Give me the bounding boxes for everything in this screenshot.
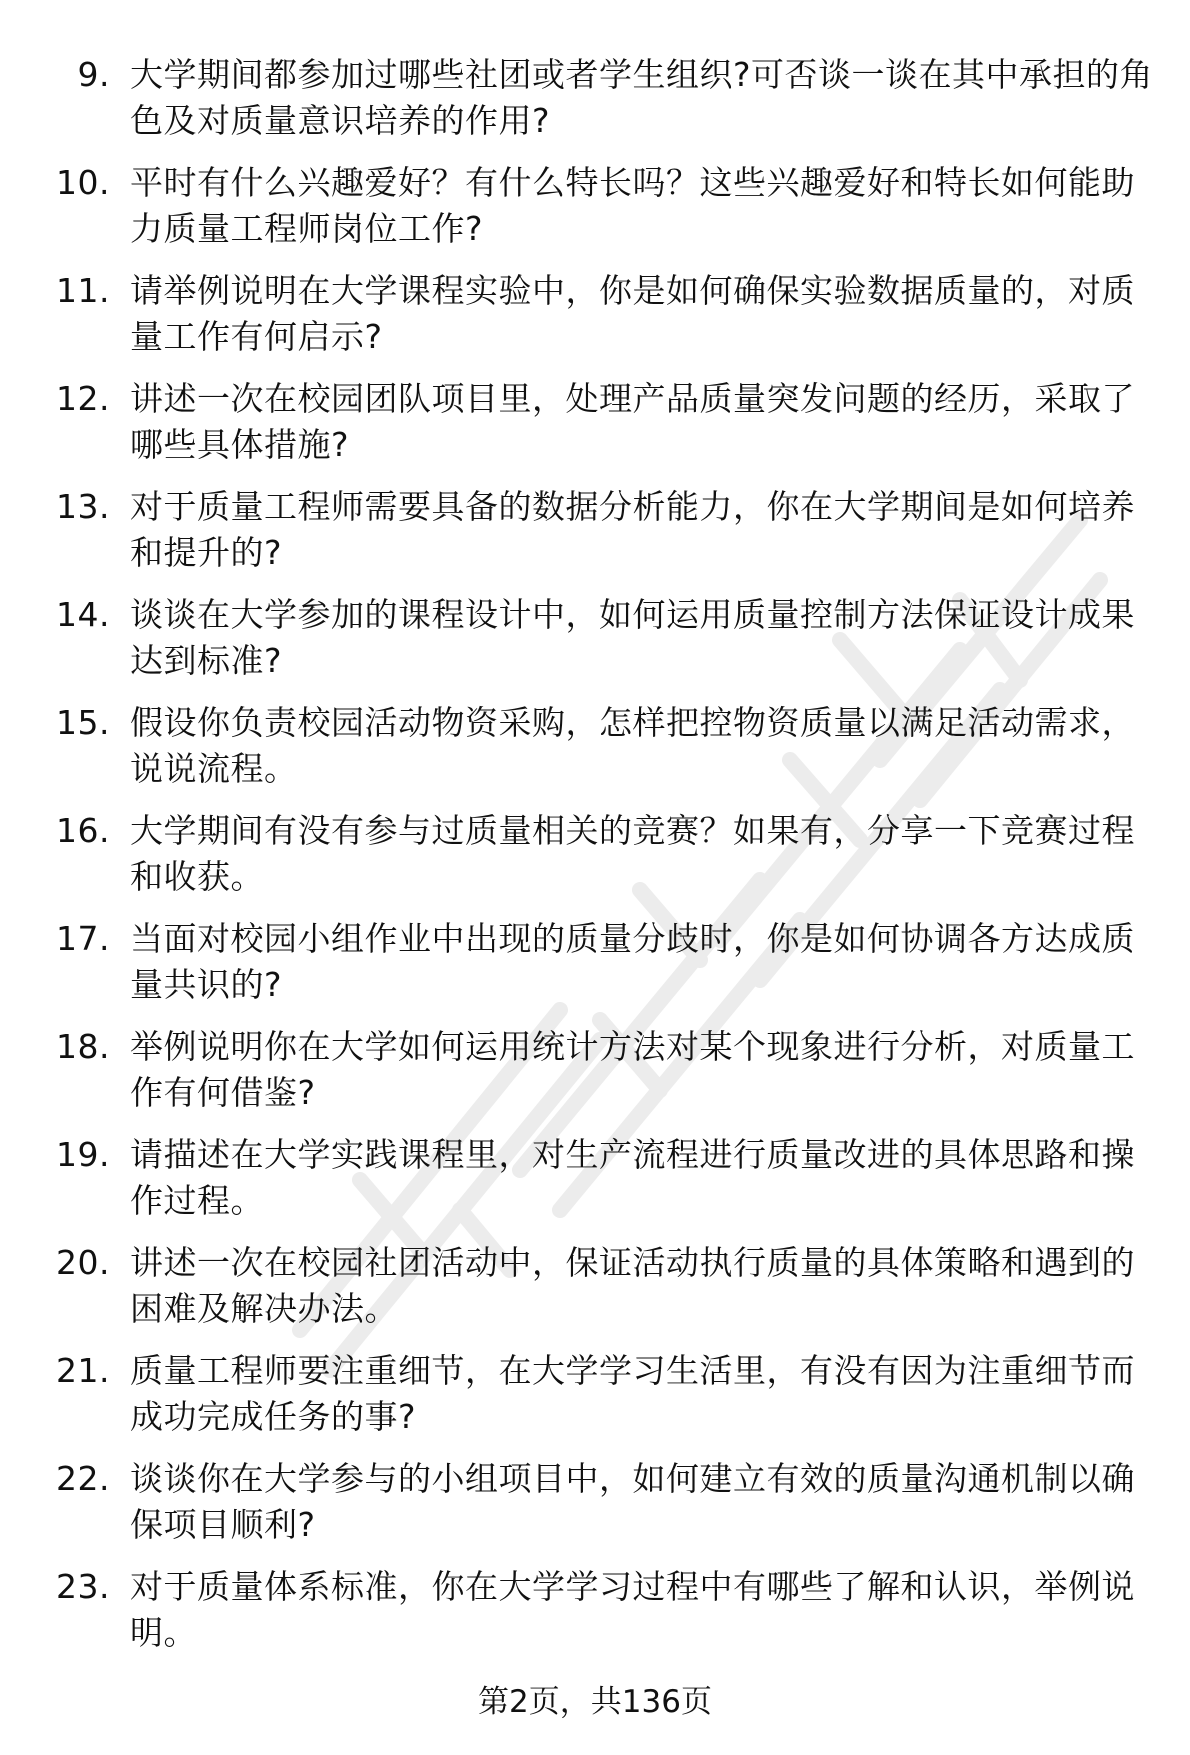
question-number: 21. [56,1351,110,1390]
question-text: 平时有什么兴趣爱好？有什么特长吗？这些兴趣爱好和特长如何能助力质量工程师岗位工作? [130,163,1135,248]
question-text: 假设你负责校园活动物资采购，怎样把控物资质量以满足活动需求，说说流程。 [130,703,1135,788]
question-item-17 [0,916,1190,1024]
question-number: 12. [56,379,110,418]
question-text: 大学期间都参加过哪些社团或者学生组织?可否谈一谈在其中承担的角色及对质量意识培养的作用? [130,55,1154,140]
question-item-18 [0,1024,1190,1132]
question-number: 13. [56,487,110,526]
question-item-10 [0,160,1190,268]
question-text: 质量工程师要注重细节，在大学学习生活里，有没有因为注重细节而成功完成任务的事? [130,1351,1135,1436]
question-number: 22. [56,1459,110,1498]
question-number: 17. [56,919,110,958]
question-text: 谈谈在大学参加的课程设计中，如何运用质量控制方法保证设计成果达到标准? [130,595,1135,680]
question-item-9 [0,52,1190,160]
question-item-20 [0,1240,1190,1348]
question-number: 16. [56,811,110,850]
question-number: 18. [56,1027,110,1066]
page-number-footer: 第2页，共136页 [478,1684,712,1720]
question-number: 9. [77,55,110,94]
question-item-16 [0,808,1190,916]
question-text: 讲述一次在校园社团活动中，保证活动执行质量的具体策略和遇到的困难及解决办法。 [130,1243,1135,1328]
question-text: 谈谈你在大学参与的小组项目中，如何建立有效的质量沟通机制以确保项目顺利? [130,1459,1135,1544]
question-item-12 [0,376,1190,484]
question-text: 请描述在大学实践课程里，对生产流程进行质量改进的具体思路和操作过程。 [130,1135,1135,1220]
question-number: 23. [56,1567,110,1606]
question-text: 大学期间有没有参与过质量相关的竞赛？如果有，分享一下竞赛过程和收获。 [130,811,1135,896]
question-number: 14. [56,595,110,634]
question-text: 当面对校园小组作业中出现的质量分歧时，你是如何协调各方达成质量共识的? [130,919,1135,1004]
question-number: 11. [56,271,110,310]
question-number: 10. [56,163,110,202]
question-item-22 [0,1456,1190,1564]
question-item-19 [0,1132,1190,1240]
question-item-23 [0,1564,1190,1672]
question-text: 对于质量工程师需要具备的数据分析能力，你在大学期间是如何培养和提升的? [130,487,1135,572]
question-item-15 [0,700,1190,808]
question-text: 请举例说明在大学课程实验中，你是如何确保实验数据质量的，对质量工作有何启示? [130,271,1135,356]
question-number: 19. [56,1135,110,1174]
question-item-14 [0,592,1190,700]
question-item-13 [0,484,1190,592]
question-item-21 [0,1348,1190,1456]
question-number: 20. [56,1243,110,1282]
question-text: 举例说明你在大学如何运用统计方法对某个现象进行分析，对质量工作有何借鉴? [130,1027,1135,1112]
question-item-11 [0,268,1190,376]
question-text: 对于质量体系标准，你在大学学习过程中有哪些了解和认识，举例说明。 [130,1567,1135,1652]
question-list [0,52,1190,1672]
question-text: 讲述一次在校园团队项目里，处理产品质量突发问题的经历，采取了哪些具体措施? [130,379,1135,464]
question-number: 15. [56,703,110,742]
